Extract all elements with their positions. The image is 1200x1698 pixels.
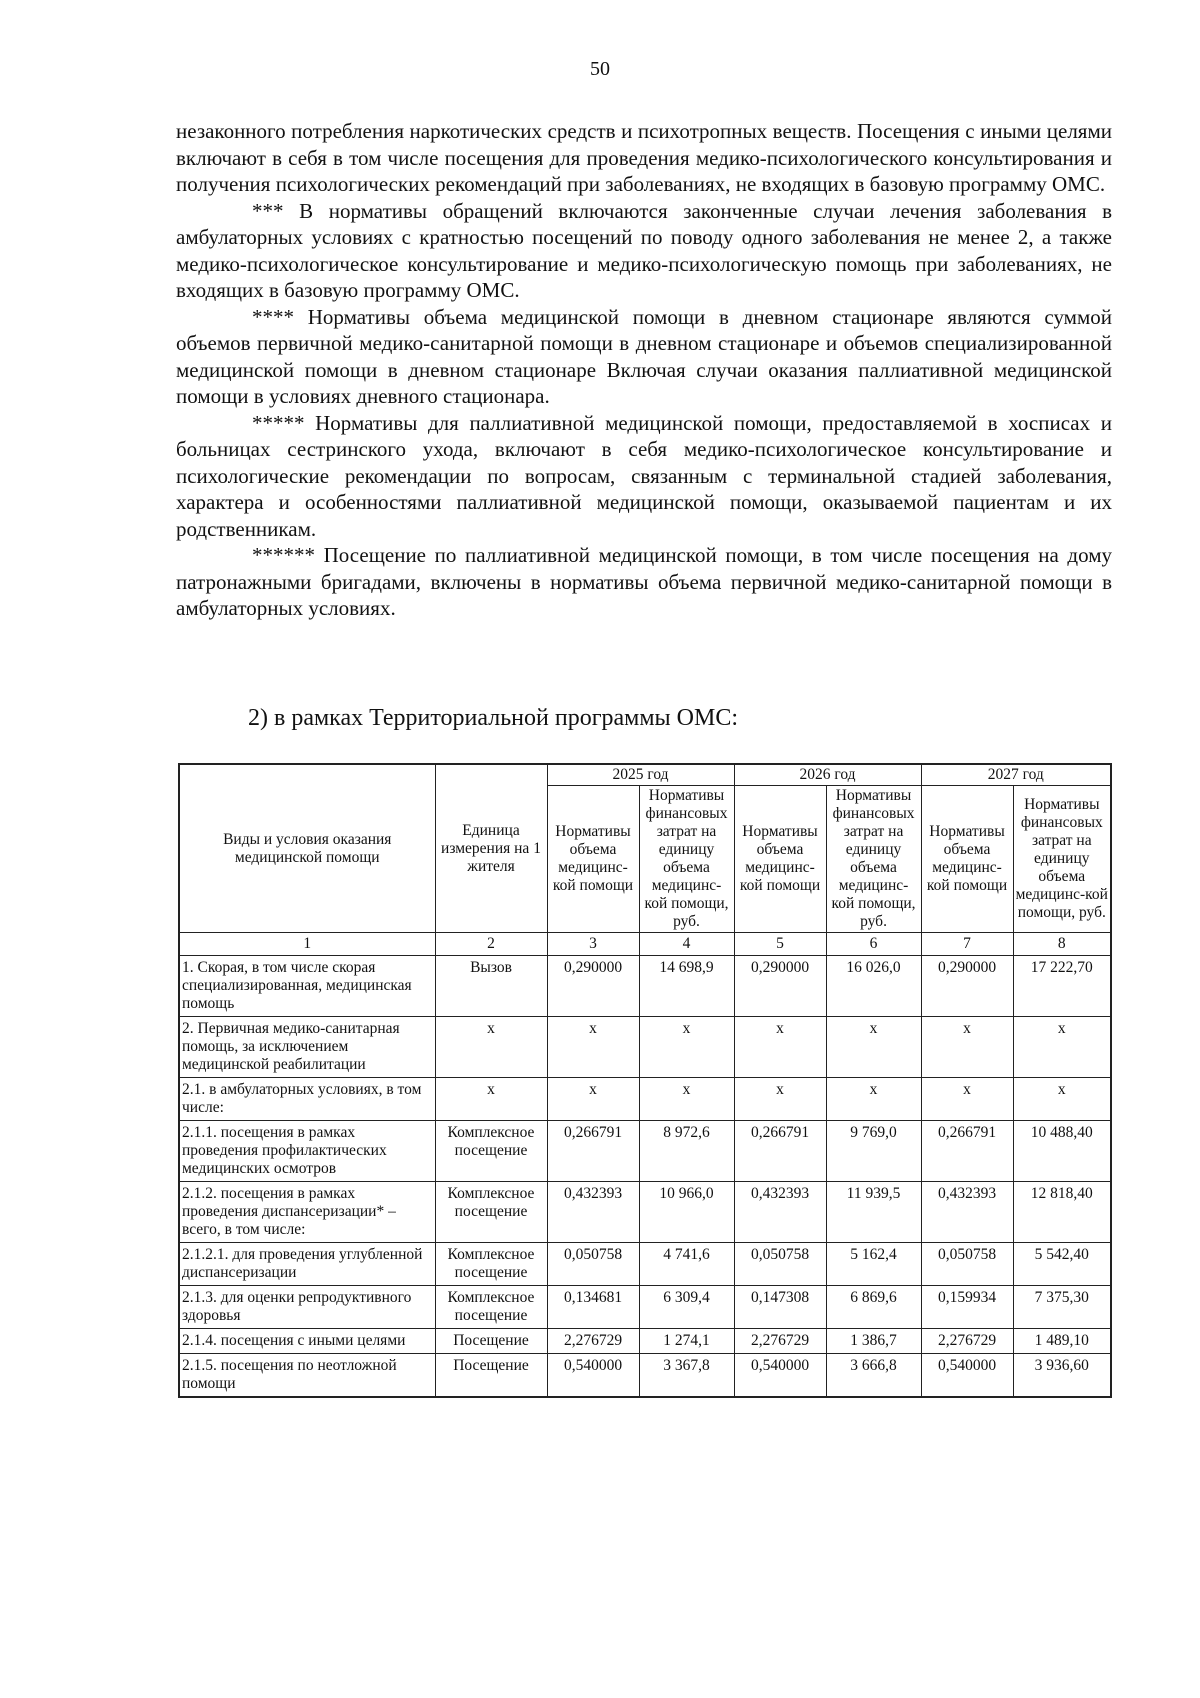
header-year-2027: 2027 год	[921, 764, 1111, 786]
cost-2027: 10 488,40	[1013, 1121, 1111, 1182]
volume-2027: 0,432393	[921, 1182, 1013, 1243]
table-row	[179, 1243, 1111, 1286]
volume-2026: 0,540000	[734, 1354, 826, 1398]
cost-2026: 16 026,0	[826, 956, 921, 1017]
column-number: 3	[547, 933, 639, 956]
column-number: 2	[435, 933, 547, 956]
cost-2027: 1 489,10	[1013, 1329, 1111, 1354]
volume-2027: 0,266791	[921, 1121, 1013, 1182]
row-name: 2.1.2.1. для проведения углубленной диспансеризации	[179, 1243, 435, 1286]
cost-2027: 3 936,60	[1013, 1354, 1111, 1398]
header-volume-norm: Нормативы объема медицинс-кой помощи	[921, 786, 1013, 933]
section-title: 2) в рамках Территориальной программы ОМС:	[248, 705, 739, 731]
column-number: 8	[1013, 933, 1111, 956]
paragraph: незаконного потребления наркотических средств и психотропных веществ. Посещения с иными целями включают в себя в том числе посещения для проведения медико-психологического консультирования и получения психологических рекомендаций при заболеваниях, не входящих в базовую программу ОМС.	[176, 119, 1112, 196]
cost-2026: 6 869,6	[826, 1286, 921, 1329]
volume-2025: х	[547, 1017, 639, 1078]
volume-2026: 0,432393	[734, 1182, 826, 1243]
volume-2025: 0,290000	[547, 956, 639, 1017]
row-name: 2.1.1. посещения в рамках проведения профилактических медицинских осмотров	[179, 1121, 435, 1182]
paragraph-footnote-3: *** В нормативы обращений включаются законченные случаи лечения заболевания в амбулаторных условиях с кратностью посещений по поводу одного заболевания не менее 2, а также медико-психологическое консультирование и медико-психологическую помощь при заболеваниях, не входящих в базовую программу ОМС.	[176, 198, 1112, 302]
row-unit: х	[435, 1078, 547, 1121]
cost-2026: 5 162,4	[826, 1243, 921, 1286]
volume-2025: 0,540000	[547, 1354, 639, 1398]
row-name: 2.1.2. посещения в рамках проведения диспансеризации* – всего, в том числе:	[179, 1182, 435, 1243]
volume-2025: 2,276729	[547, 1329, 639, 1354]
paragraph-footnote-5: ***** Нормативы для паллиативной медицинской помощи, предоставляемой в хосписах и больницах сестринского ухода, включают в себя медико-психологическое консультирование и психологические рекомендации по вопросам, связанным с терминальной стадией заболевания, характера и особенностями паллиативной медицинской помощи, оказываемой пациентам и их родственникам.	[176, 410, 1112, 541]
row-name: 2.1.3. для оценки репродуктивного здоровья	[179, 1286, 435, 1329]
cost-2026: 11 939,5	[826, 1182, 921, 1243]
volume-2026: 0,147308	[734, 1286, 826, 1329]
cost-2026: 3 666,8	[826, 1354, 921, 1398]
header-cost-norm: Нормативы финансовых затрат на единицу объема медицинс-кой помощи, руб.	[639, 786, 734, 933]
column-number: 5	[734, 933, 826, 956]
row-name: 2.1.4. посещения с иными целями	[179, 1329, 435, 1354]
paragraph-footnote-4: **** Нормативы объема медицинской помощи в дневном стационаре являются суммой объемов первичной медико-санитарной помощи в дневном стационаре и объемов специализированной медицинской помощи в дневном стационаре Включая случаи оказания паллиативной медицинской помощи в условиях дневного стационара.	[176, 304, 1112, 408]
cost-2027: х	[1013, 1078, 1111, 1121]
cost-2027: 7 375,30	[1013, 1286, 1111, 1329]
volume-2027: 0,540000	[921, 1354, 1013, 1398]
table-row	[179, 1182, 1111, 1243]
cost-2025: 10 966,0	[639, 1182, 734, 1243]
cost-2027: х	[1013, 1017, 1111, 1078]
header-year-2026: 2026 год	[734, 764, 921, 786]
volume-2026: 2,276729	[734, 1329, 826, 1354]
column-number: 1	[179, 933, 435, 956]
volume-2026: х	[734, 1078, 826, 1121]
cost-2026: 1 386,7	[826, 1329, 921, 1354]
header-cost-norm: Нормативы финансовых затрат на единицу объема медицинс-кой помощи, руб.	[1013, 786, 1111, 933]
cost-2025: 1 274,1	[639, 1329, 734, 1354]
volume-2025: х	[547, 1078, 639, 1121]
cost-2025: 8 972,6	[639, 1121, 734, 1182]
paragraph-footnote-6: ****** Посещение по паллиативной медицинской помощи, в том числе посещения на дому патронажными бригадами, включены в нормативы объема первичной медико-санитарной помощи в амбулаторных условиях.	[176, 543, 1112, 620]
row-name: 2.1.5. посещения по неотложной помощи	[179, 1354, 435, 1398]
header-unit: Единица измерения на 1 жителя	[435, 764, 547, 933]
volume-2027: 2,276729	[921, 1329, 1013, 1354]
volume-2025: 0,432393	[547, 1182, 639, 1243]
volume-2027: х	[921, 1017, 1013, 1078]
header-year-2025: 2025 год	[547, 764, 734, 786]
table-row	[179, 1354, 1111, 1398]
column-number: 7	[921, 933, 1013, 956]
column-number-row	[179, 933, 1111, 956]
header-volume-norm: Нормативы объема медицинс-кой помощи	[734, 786, 826, 933]
cost-2025: 3 367,8	[639, 1354, 734, 1398]
table-row	[179, 1017, 1111, 1078]
row-unit: Комплексное посещение	[435, 1182, 547, 1243]
cost-2026: 9 769,0	[826, 1121, 921, 1182]
cost-2025: 4 741,6	[639, 1243, 734, 1286]
row-unit: Комплексное посещение	[435, 1286, 547, 1329]
row-unit: Посещение	[435, 1329, 547, 1354]
cost-2025: х	[639, 1017, 734, 1078]
volume-2027: х	[921, 1078, 1013, 1121]
row-unit: Комплексное посещение	[435, 1243, 547, 1286]
row-unit: Комплексное посещение	[435, 1121, 547, 1182]
volume-2026: 0,266791	[734, 1121, 826, 1182]
volume-2027: 0,290000	[921, 956, 1013, 1017]
header-volume-norm: Нормативы объема медицинс-кой помощи	[547, 786, 639, 933]
cost-2025: х	[639, 1078, 734, 1121]
page-number: 50	[590, 58, 610, 80]
volume-2027: 0,159934	[921, 1286, 1013, 1329]
volume-2027: 0,050758	[921, 1243, 1013, 1286]
table-row	[179, 1286, 1111, 1329]
cost-2026: х	[826, 1017, 921, 1078]
volume-2025: 0,266791	[547, 1121, 639, 1182]
table-row	[179, 1329, 1111, 1354]
table-row	[179, 1078, 1111, 1121]
column-number: 4	[639, 933, 734, 956]
header-row-years	[179, 764, 1111, 786]
row-unit: Вызов	[435, 956, 547, 1017]
header-types: Виды и условия оказания медицинской помощи	[179, 764, 435, 933]
volume-2025: 0,134681	[547, 1286, 639, 1329]
volume-2026: х	[734, 1017, 826, 1078]
row-name: 1. Скорая, в том числе скорая специализированная, медицинская помощь	[179, 956, 435, 1017]
row-unit: Посещение	[435, 1354, 547, 1398]
norms-table	[178, 763, 1112, 1398]
cost-2027: 5 542,40	[1013, 1243, 1111, 1286]
row-unit: х	[435, 1017, 547, 1078]
cost-2027: 17 222,70	[1013, 956, 1111, 1017]
table-row	[179, 1121, 1111, 1182]
cost-2025: 6 309,4	[639, 1286, 734, 1329]
table-row	[179, 956, 1111, 1017]
column-number: 6	[826, 933, 921, 956]
cost-2026: х	[826, 1078, 921, 1121]
row-name: 2.1. в амбулаторных условиях, в том числе:	[179, 1078, 435, 1121]
row-name: 2. Первичная медико-санитарная помощь, за исключением медицинской реабилитации	[179, 1017, 435, 1078]
cost-2027: 12 818,40	[1013, 1182, 1111, 1243]
body-text	[176, 118, 1112, 622]
volume-2026: 0,290000	[734, 956, 826, 1017]
volume-2025: 0,050758	[547, 1243, 639, 1286]
cost-2025: 14 698,9	[639, 956, 734, 1017]
volume-2026: 0,050758	[734, 1243, 826, 1286]
header-cost-norm: Нормативы финансовых затрат на единицу объема медицинс-кой помощи, руб.	[826, 786, 921, 933]
